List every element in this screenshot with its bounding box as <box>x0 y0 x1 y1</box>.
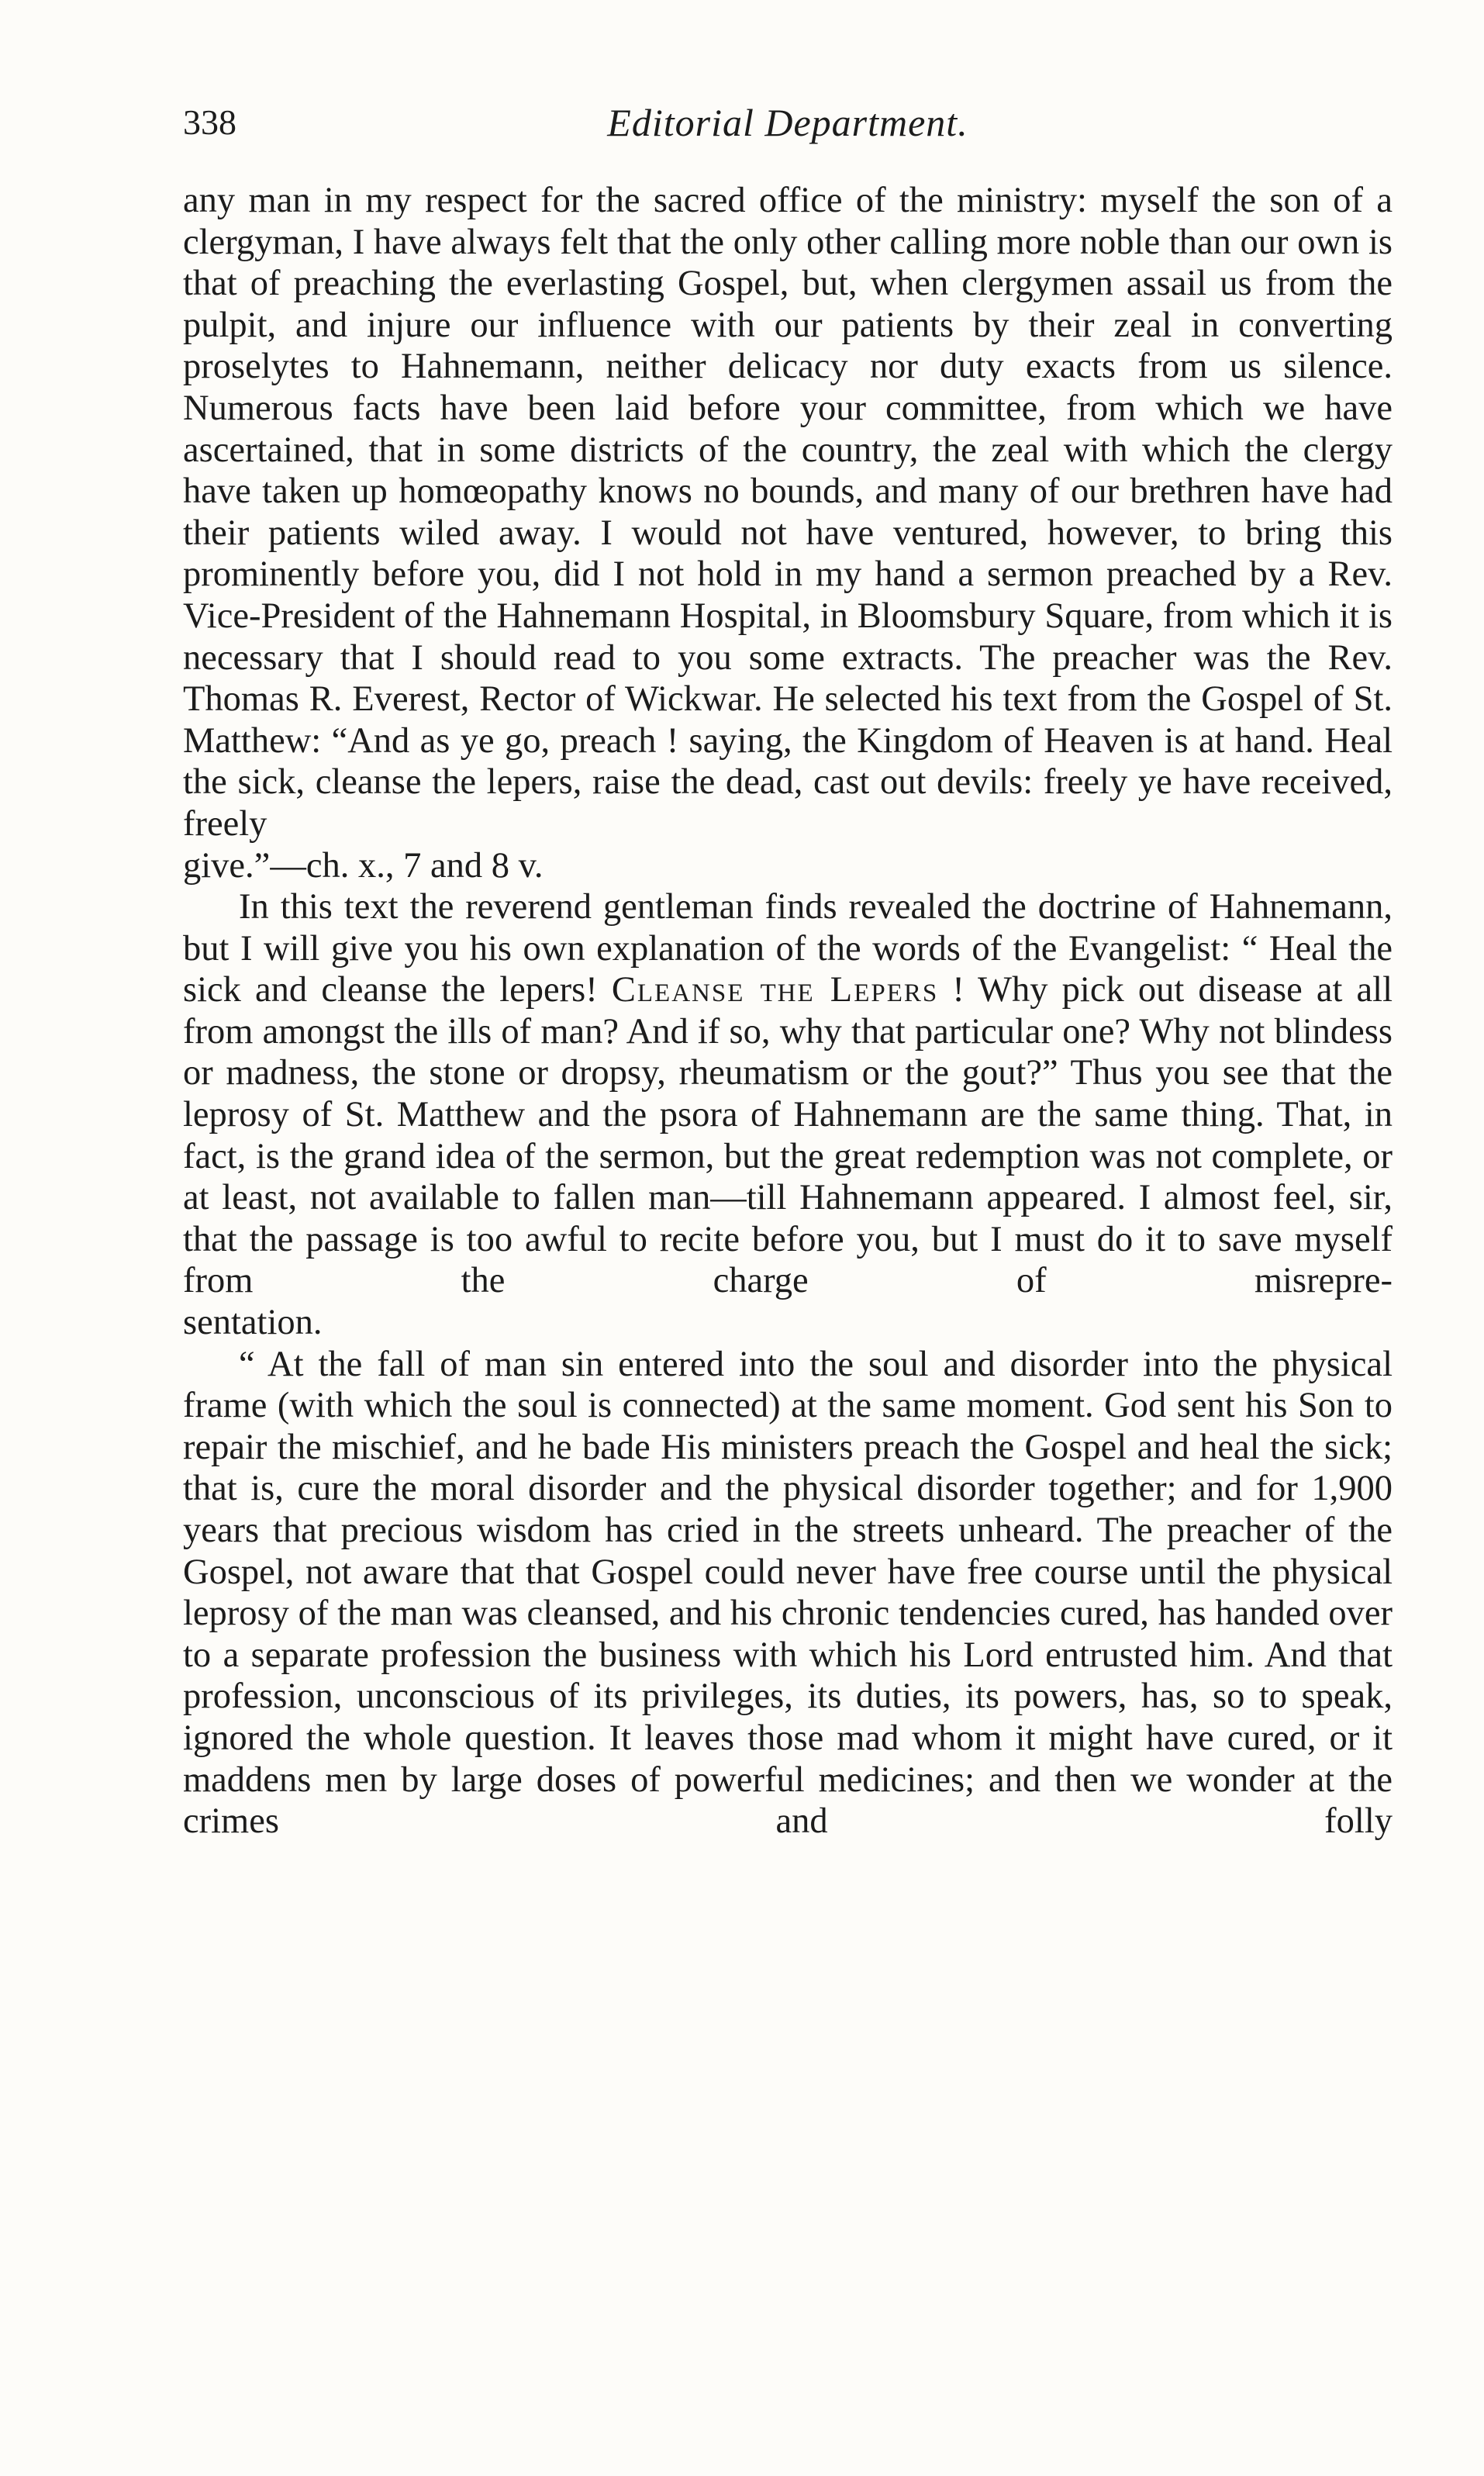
paragraph-sermon-text-last-line: sentation. <box>183 1303 323 1343</box>
paragraph-quotation: “ At the fall of man sin entered into the soul and disorder into the physical frame (with which the soul is connected) at the same moment. God sent his Son to repair the mischief, and he bade His ministers preach the Gospel and heal the sick; that is, cure the moral disorder and the physical disorder together; and for 1,900 years that precious wisdom has cried in the streets unheard. The preacher of the Gospel, not aware that that Gospel could never have free course until the physical leprosy of the man was cleansed, and his chronic tendencies cured, has handed over to a separate profession the business with which his Lord entrusted him. And that profession, unconscious of its privileges, its duties, its powers, has, so to speak, ignored the whole question. It leaves those mad whom it might have cured, or it maddens men by large doses of powerful medicines; and then we wonder at the crimes and folly <box>183 1344 1393 1842</box>
body-text <box>183 180 1393 1842</box>
paragraph-text: ! Why pick out disease at all from amongst the ills of man? And if so, why that particular one? Why not blindess or madness, the stone or dropsy, rheumatism or the gout?” Thus you see that the leprosy of St. Matthew and the psora of Hahnemann are the same thing. That, in fact, is the grand idea of the sermon, but the great redemption was not complete, or at least, not available to fallen man—till Hahnemann appeared. I almost feel, sir, that the passage is too awful to recite before you, but I must do it to save myself from the charge of misrepre- <box>183 970 1393 1301</box>
paragraph-text: In this text the reverend gentleman finds revealed the doctrine of Hahnemann, but I will give you his own explanation of the words of the Evangelist: “ Heal the sick and cleanse the lepers! <box>183 887 1393 1010</box>
paragraph-continuation: any man in my respect for the sacred office of the ministry: myself the son of a clergyman, I have always felt that the only other calling more noble than our own is that of preaching the everlasting Gospel, but, when clergymen assail us from the pulpit, and injure our influence with our patients by their zeal in converting proselytes to Hahnemann, neither delicacy nor duty exacts from us silence. Numerous facts have been laid before your committee, from which we have ascertained, that in some districts of the country, the zeal with which the clergy have taken up homœopathy knows no bounds, and many of our brethren have had their patients wiled away. I would not have ventured, however, to bring this prominently before you, did I not hold in my hand a sermon preached by a Rev. Vice-President of the Hahnemann Hospital, in Bloomsbury Square, from which it is necessary that I should read to you some extracts. The preacher was the Rev. Thomas R. Everest, Rector of Wickwar. He selected his text from the Gospel of St. Matthew: “And as ye go, preach ! saying, the Kingdom of Heaven is at hand. Heal the sick, cleanse the lepers, raise the dead, cast out devils: freely ye have received, freely <box>183 181 1393 844</box>
page-header <box>183 92 1393 154</box>
cleanse-the-lepers-smallcaps: Cleanse the Lepers <box>611 970 939 1010</box>
page-number: 338 <box>183 102 236 142</box>
paragraph-sermon-text <box>183 886 1393 1302</box>
running-title: Editorial Department. <box>607 101 968 144</box>
paragraph-continuation-last-line: give.”—ch. x., 7 and 8 v. <box>183 845 544 886</box>
